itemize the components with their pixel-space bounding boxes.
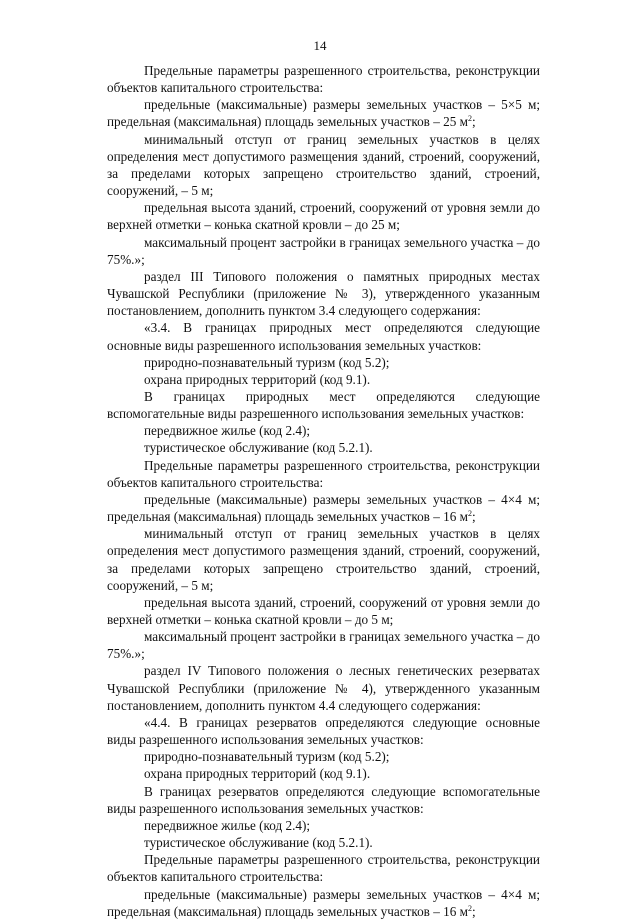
paragraph: предельные (максимальные) размеры земельных участков – 4×4 м; предельная (максимальная) площадь земельных участков – 16 $м^2$; bbox=[107, 886, 540, 919]
paragraph: минимальный отступ от границ земельных участков в целях определения мест допустимого размещения зданий, строений, сооружений, за пределами которых запрещено строительство зданий, строений, сооружений, – 5 м; bbox=[107, 131, 540, 199]
paragraph: «4.4. В границах резерватов определяются следующие основные виды разрешенного использования земельных участков: bbox=[107, 714, 540, 748]
paragraph: предельные (максимальные) размеры земельных участков – 5×5 м; предельная (максимальная) площадь земельных участков – 25 $м^2$; bbox=[107, 97, 540, 130]
paragraph: максимальный процент застройки в границах земельного участка – до 75%.»; bbox=[107, 234, 540, 267]
paragraph: раздел III Типового положения о памятных природных местах Чувашской Республики (приложение № 3), утвержденного указанным постановлением, дополнить пунктом 3.4 следующего содержания: bbox=[107, 268, 540, 319]
list-item: передвижное жилье (код 2.4); bbox=[144, 817, 311, 833]
paragraph: раздел IV Типового положения о лесных генетических резерватах Чувашской Республики (приложение № 4), утвержденного указанным постановлением, дополнить пунктом 4.4 следующего содержания: bbox=[107, 663, 540, 713]
paragraph: В границах резерватов определяются следующие вспомогательные виды разрешенного использования земельных участков: bbox=[107, 783, 540, 816]
paragraph: максимальный процент застройки в границах земельного участка – до 75%.»; bbox=[107, 629, 540, 662]
paragraph: предельная высота зданий, строений, сооружений от уровня земли до верхней отметки – конька скатной кровли – до 25 м; bbox=[107, 200, 540, 233]
paragraph: минимальный отступ от границ земельных участков в целях определения мест допустимого размещения зданий, строений, сооружений, за пределами которых запрещено строительство зданий, строений, сооружений, – 5 м; bbox=[107, 526, 540, 593]
paragraph: Предельные параметры разрешенного строительства, реконструкции объектов капитального строительства: bbox=[107, 63, 540, 96]
list-item: охрана природных территорий (код 9.1). bbox=[144, 766, 371, 782]
list-item: передвижное жилье (код 2.4); bbox=[144, 423, 311, 439]
list-item: природно-познавательный туризм (код 5.2); bbox=[144, 354, 390, 370]
list-item: туристическое обслуживание (код 5.2.1). bbox=[144, 440, 373, 456]
paragraph: предельная высота зданий, строений, сооружений от уровня земли до верхней отметки – конька скатной кровли – до 5 м; bbox=[107, 594, 540, 627]
list-item: охрана природных территорий (код 9.1). bbox=[144, 371, 371, 387]
list-item: туристическое обслуживание (код 5.2.1). bbox=[144, 835, 373, 851]
paragraph: Предельные параметры разрешенного строительства, реконструкции объектов капитального строительства: bbox=[107, 852, 540, 885]
paragraph: Предельные параметры разрешенного строительства, реконструкции объектов капитального строительства: bbox=[107, 457, 540, 490]
list-item: природно-познавательный туризм (код 5.2); bbox=[144, 749, 390, 765]
paragraph: В границах природных мест определяются следующие вспомогательные виды разрешенного использования земельных участков: bbox=[107, 388, 540, 422]
page-number: 14 bbox=[313, 38, 327, 53]
document-body bbox=[107, 62, 540, 920]
paragraph: предельные (максимальные) размеры земельных участков – 4×4 м; предельная (максимальная) площадь земельных участков – 16 $м^2$; bbox=[107, 491, 540, 525]
paragraph: «3.4. В границах природных мест определяются следующие основные виды разрешенного использования земельных участков: bbox=[107, 320, 540, 353]
